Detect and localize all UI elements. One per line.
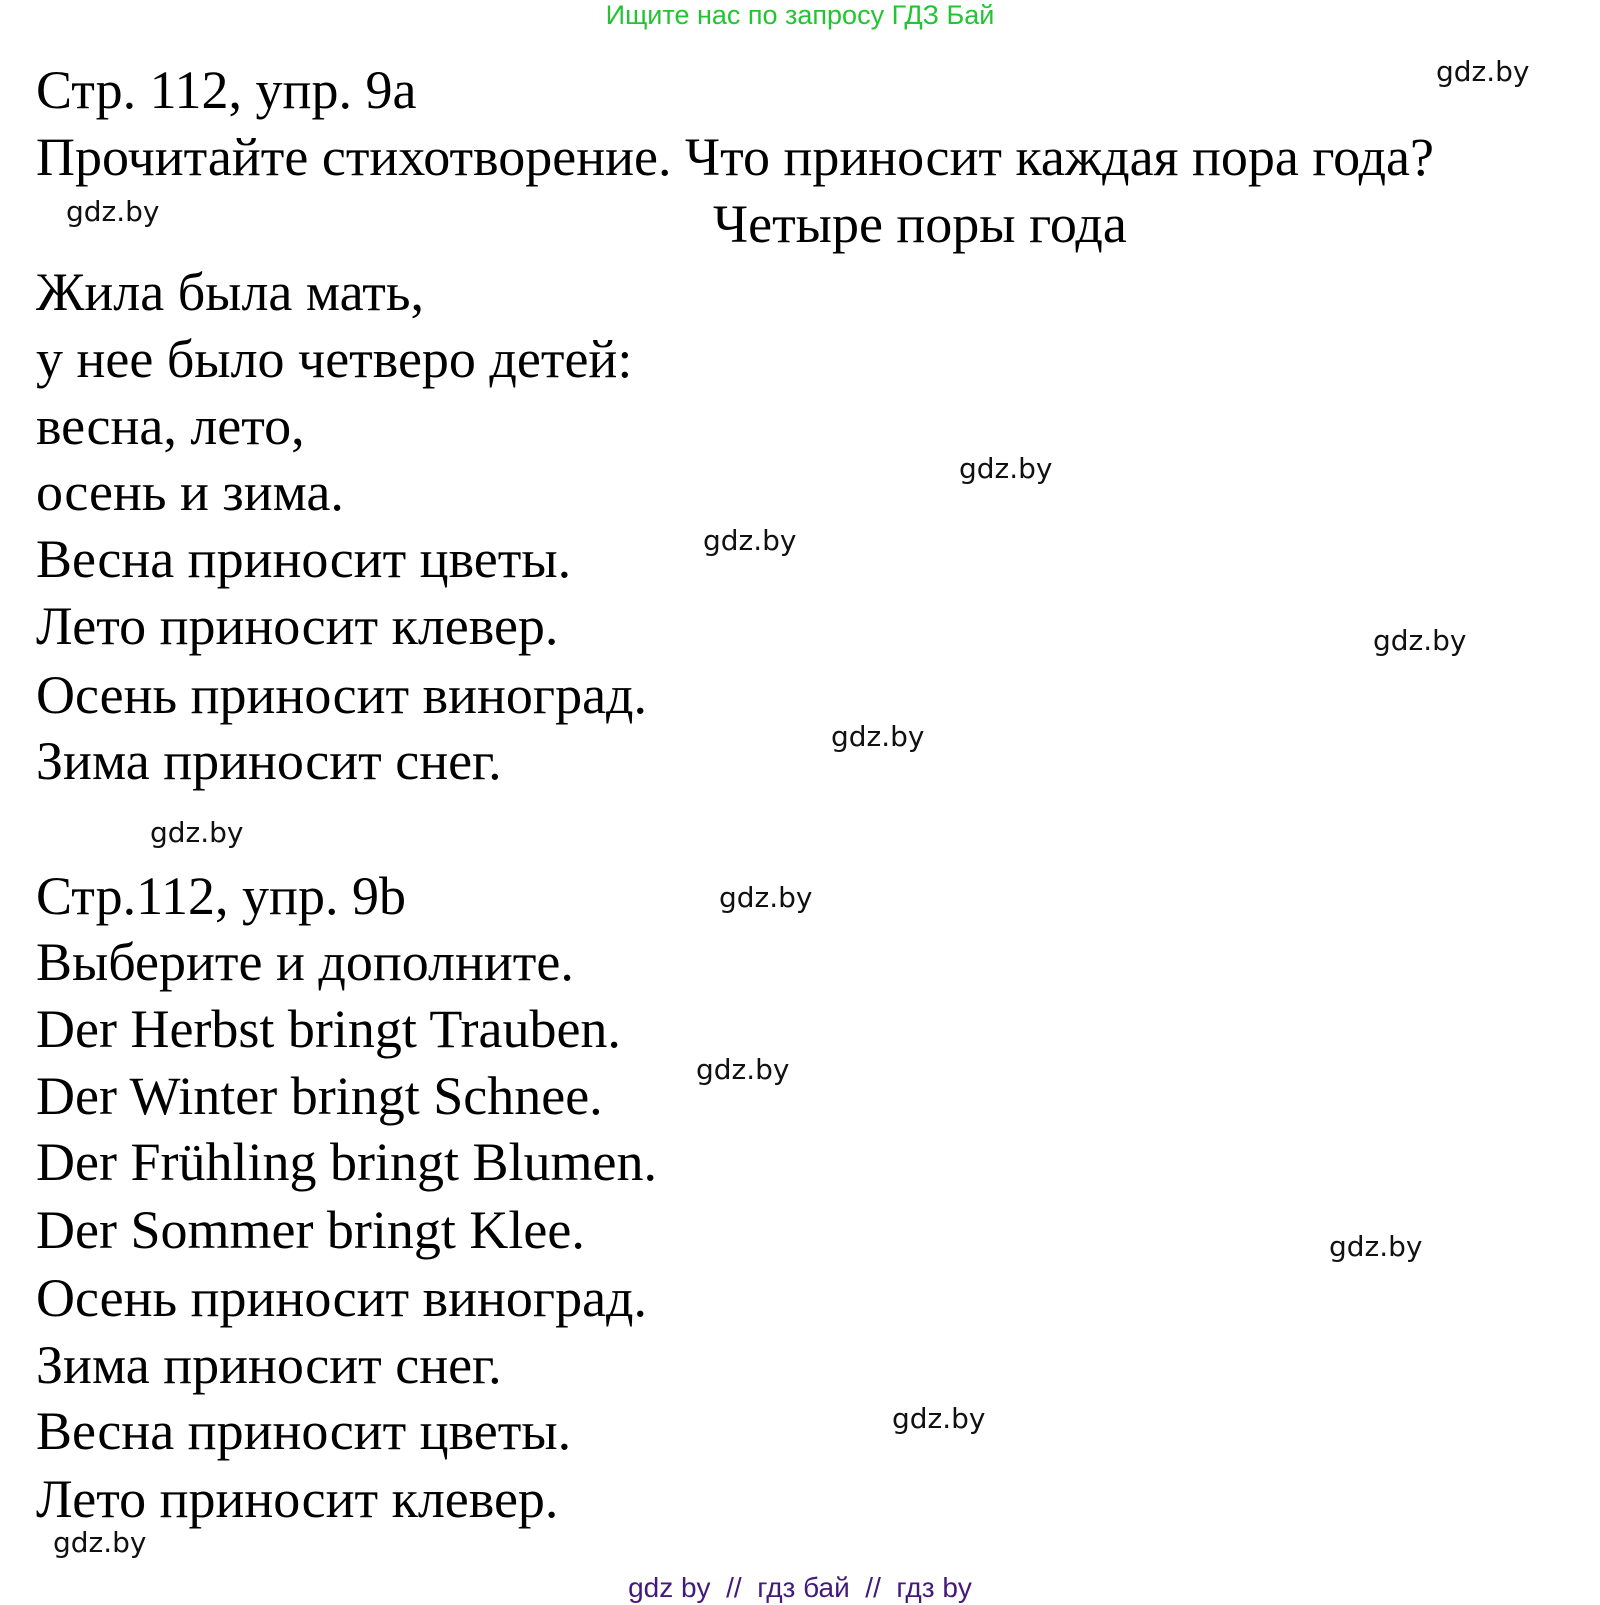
poem-line: Зима приносит снег.: [36, 731, 502, 791]
answer-line: Осень приносит виноград.: [36, 1268, 648, 1328]
watermark: gdz.by: [1436, 55, 1530, 88]
footer: gdz by // гдз бай // гдз by: [628, 1572, 972, 1603]
watermark: gdz.by: [959, 452, 1053, 485]
watermark: gdz.by: [696, 1053, 790, 1086]
poem-line: весна, лето,: [36, 396, 305, 456]
watermark: gdz.by: [150, 816, 244, 849]
watermark: gdz.by: [719, 881, 813, 914]
poem-line: Весна приносит цветы.: [36, 529, 572, 589]
watermark: gdz.by: [66, 195, 160, 228]
top-banner: Ищите нас по запросу ГДЗ Бай: [605, 0, 995, 30]
watermark: gdz.by: [1329, 1230, 1423, 1263]
watermark: gdz.by: [53, 1526, 147, 1559]
answer-line: Der Herbst bringt Trauben.: [36, 999, 621, 1059]
answer-line: Der Sommer bringt Klee.: [36, 1200, 585, 1260]
poem-line: осень и зима.: [36, 462, 344, 522]
answer-line: Зима приносит снег.: [36, 1335, 502, 1395]
watermark: gdz.by: [831, 720, 925, 753]
poem-line: у нее было четверо детей:: [36, 329, 633, 389]
poem-line: Жила была мать,: [36, 262, 424, 322]
watermark: gdz.by: [1373, 624, 1467, 657]
answer-line: Der Frühling bringt Blumen.: [36, 1132, 657, 1192]
watermark: gdz.by: [892, 1402, 986, 1435]
exercise-title-9b: Стр.112, упр. 9b: [36, 866, 406, 926]
answer-line: Der Winter bringt Schnee.: [36, 1066, 603, 1126]
answer-line: Лето приносит клевер.: [36, 1469, 559, 1529]
instruction: Выберите и дополните.: [36, 932, 574, 992]
answer-line: Весна приносит цветы.: [36, 1401, 572, 1461]
poem-title: Четыре поры года: [713, 194, 1127, 254]
instruction: Прочитайте стихотворение. Что приносит каждая пора года?: [36, 127, 1434, 187]
watermark: gdz.by: [703, 524, 797, 557]
poem-line: Лето приносит клевер.: [36, 596, 559, 656]
poem-line: Осень приносит виноград.: [36, 665, 648, 725]
exercise-title-9a: Стр. 112, упр. 9а: [36, 60, 417, 120]
